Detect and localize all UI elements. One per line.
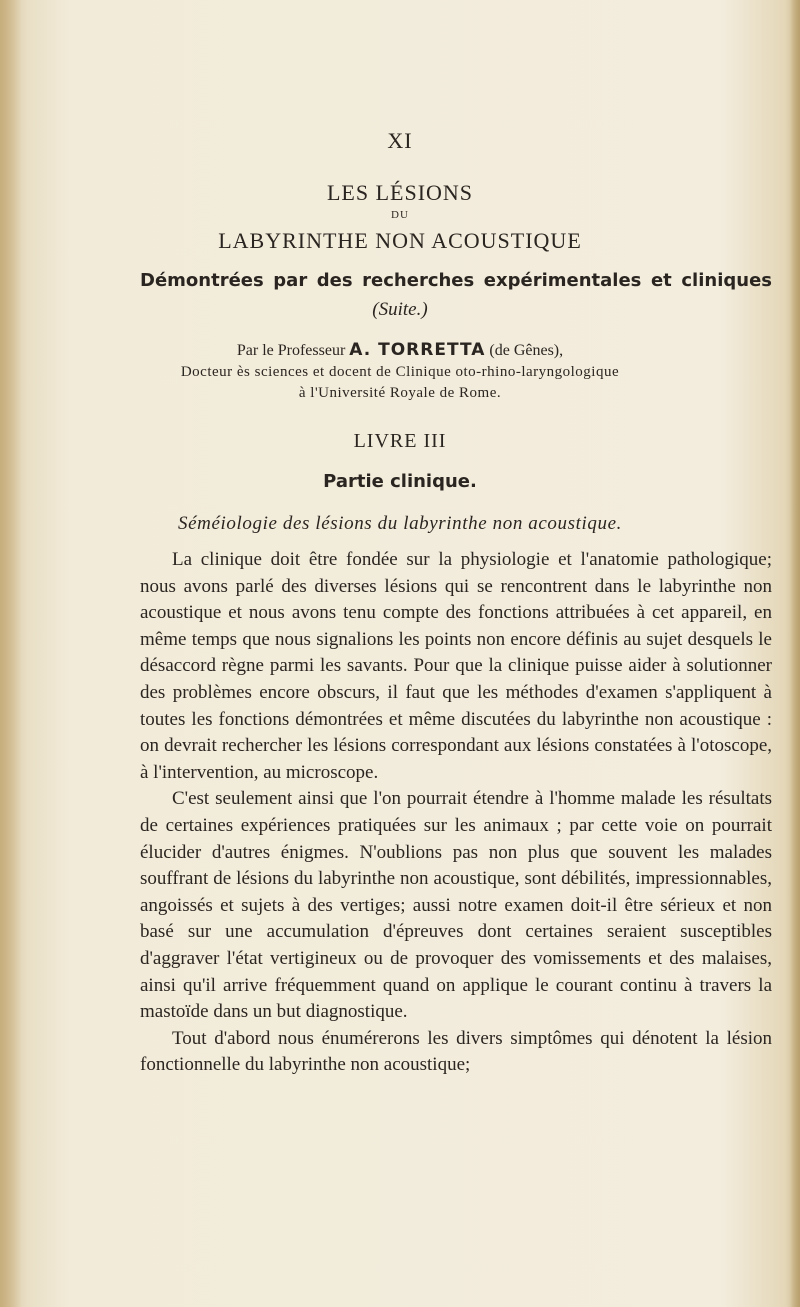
affiliation-line-2: à l'Université Royale de Rome. — [298, 385, 502, 401]
part-heading: Partie clinique. — [323, 471, 477, 492]
suite-label: (Suite.) — [372, 299, 428, 320]
title-line-1: LES LÉSIONS — [326, 180, 474, 205]
subtitle: Démontrées par des recherches expérimentales et cliniques — [140, 270, 772, 291]
author-name: A. TORRETTA — [349, 340, 486, 360]
title-line-2: LABYRINTHE NON ACOUSTIQUE — [218, 228, 582, 253]
title-du: DU — [391, 209, 409, 221]
paragraph-3: Tout d'abord nous énumérerons les divers simptômes qui dénotent la lésion fonctionnelle du labyrinthe non acoustique; — [140, 1027, 772, 1076]
author-prefix: Par le Professeur — [236, 342, 346, 359]
chapter-number: XI — [387, 128, 413, 153]
paragraph-2: C'est seulement ainsi que l'on pourrait étendre à l'homme malade les résultats de certaines expériences pratiquées sur les animaux ; par cette voie on pourrait élucider d'autres énigmes. N'oublions pas non plus que souvent les malades souffrant de lésions du labyrinthe non acoustique, sont débilités, impressionnables, angoissés et sujets à des vertiges; aussi notre examen doit-il être sérieux et non basé sur une accumulation d'épreuves dont certaines seraient susceptibles d'aggraver l'état vertigineux ou de provoquer des vomissements et des malaises, ainsi qu'il arrive fréquemment quand on applique le courant continu à travers la mastoïde dans un but diagnostique. — [140, 788, 772, 1023]
section-heading: Séméiologie des lésions du labyrinthe non acoustique. — [178, 513, 622, 534]
author-line — [0, 340, 800, 360]
book-heading: LIVRE III — [353, 430, 447, 452]
paragraph-1: La clinique doit être fondée sur la physiologie et l'anatomie pathologique; nous avons parlé des diverses lésions qui se rencontrent dans le labyrinthe non acoustique et nous avons tenu compte des fonctions attribuées à cet appareil, en même temps que nous signalions les points non encore définis au sujet desquels le désaccord règne parmi les savants. Pour que la clinique puisse aider à solutionner des problèmes encore obscurs, il faut que les méthodes d'examen s'appliquent à toutes les fonctions démontrées et même discutées du labyrinthe non acoustique : on devrait rechercher les lésions correspondant aux lésions constatées à l'otoscope, à l'intervention, au microscope. — [140, 549, 772, 783]
affiliation-line-1: Docteur ès sciences et docent de Clinique oto-rhino-laryngologique — [180, 364, 620, 380]
author-place: (de Gênes), — [489, 342, 564, 359]
body-text — [140, 547, 772, 1079]
